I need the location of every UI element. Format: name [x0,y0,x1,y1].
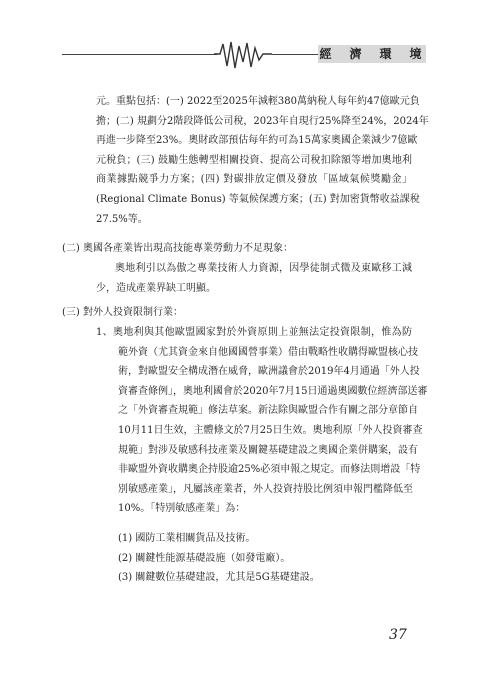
text-line: 奧地利引以為傲之專業技術人力資源，因學徒制式微及東歐移工減 [115,263,412,274]
page-number: 37 [389,627,407,643]
intro-paragraph [96,92,429,229]
section-heading: (三) 對外人投資限制行業： [62,307,183,318]
text-line: 10%。「特別敏感產業」為： [118,503,246,515]
list-item: (2) 關鍵性能源基礎設施（如發電廠）。 [118,552,291,564]
header-rule-left [62,54,217,55]
text-line: 範外資（尤其資金來自他國國營事業）借由戰略性收購得歐盟核心技 [118,346,418,358]
section-3-item-1 [96,323,428,519]
text-line: 再進一步降至23%。奧財政部預估每年約可為15萬家奧國企業減少7億歐 [96,135,418,147]
text-line: 元。重點包括：(一) 2022至2025年減輕380萬納稅人每年約47億歐元負 [96,96,420,107]
text-line: 元稅負；(三) 鼓勵生態轉型相關投資、提高公司稅扣除額等增加奧地利 [96,154,412,166]
text-line: 27.5%等。 [96,213,148,225]
header-title: 經 濟 環 境 [319,47,425,61]
section-2-heading [62,239,392,259]
text-line: 規範」對涉及敏感科技產業及關鍵基礎建設之奧國企業併購案，設有 [118,444,418,456]
text-line: 資審查條例」，奧地利國會於2020年7月15日通過奧國數位經濟部送審 [118,385,428,397]
text-line: 商業據點競爭力方案；(四) 對碳排放定價及發放「區域氣候獎勵金」 [96,174,412,186]
text-line: 10月11日生效，主體條文於7月25日生效。奧地利原「外人投資審查 [118,424,423,436]
text-line: 之「外資審查規範」修法草案。新法除與歐盟合作有關之部分章節自 [118,405,418,417]
text-line: 擔；(二) 規劃分2階段降低公司稅，2023年自現行25%降至24%，2024年 [96,115,429,127]
section-3-sub-items [118,529,412,588]
header-rule-right [272,54,318,55]
list-item: (1) 國防工業相關貨品及技術。 [118,533,256,544]
text-line: 術，對歐盟安全構成潛在威脅，歐洲議會於2019年4月通過「外人投 [118,366,420,378]
text-line: 別敏感產業」，凡屬該產業者，外人投資持股比例須申報門檻降低至 [118,483,413,495]
section-heading: (二) 奧國各產業皆出現高技能專業勞動力不足現象： [62,243,293,254]
section-2-body [96,259,412,298]
text-line: 少，造成產業界缺工明顯。 [96,282,216,294]
text-line: (Regional Climate Bonus) 等氣候保護方案；(五) 對加密貨幣收益課稅 [96,193,420,205]
text-line: 非歐盟外資收購奧企持股逾25%必須申報之規定。而修法則增設「特 [118,464,421,476]
section-3-heading [62,303,392,323]
list-item: (3) 關鍵數位基礎建設，尤其是5G基礎建設。 [118,572,320,584]
heartbeat-wave-icon [214,40,274,70]
text-line: 1、奧地利與其他歐盟國家對於外資原則上並無法定投資限制，惟為防 [96,327,412,338]
